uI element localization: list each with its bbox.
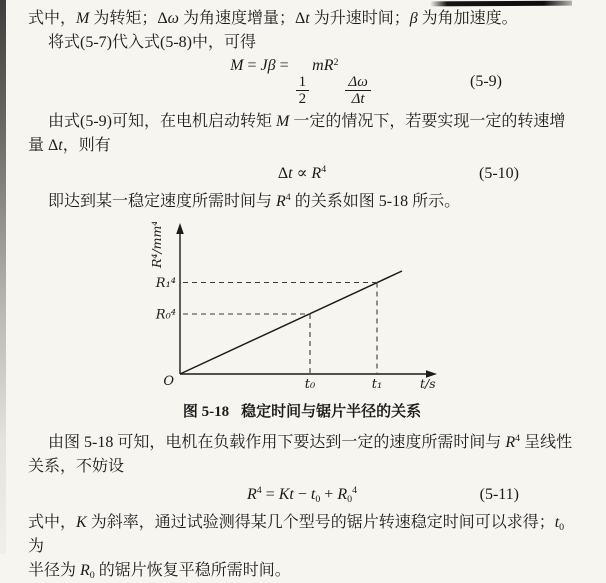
y-axis-label: R⁴/mm⁴ [149, 221, 164, 268]
paragraph-t0-definition: 半径为 $R_0$ 的锯片恢复平稳所需时间。 [28, 561, 291, 581]
paragraph-substitution: 将式(5-7)代入式(5-8)中，可得 [48, 34, 256, 51]
data-line [180, 271, 402, 374]
paragraph-from-figure-cont: 关系，不妨设 [28, 457, 125, 475]
y-tick-r0: R₀⁴ [155, 307, 176, 323]
paragraph-from-eq59: 由式(5-9)可知，在电机启动转矩 M 一定的情况下，若要实现一定的转速增 [48, 112, 566, 130]
scan-shadow-left [0, 0, 6, 554]
x-tick-t0: t₀ [304, 376, 316, 392]
paragraph-symbols-definition: 式中，M 为转矩；Δω 为角速度增量；Δt 为升速时间；β 为角加速度。 [28, 10, 518, 27]
origin-label: O [163, 373, 174, 389]
formula-5-9-body: M = Jβ = $\frac{1}{2}$ $mR^2$ $\frac{\Delta\omega}{\Delta t}$ [230, 57, 374, 108]
scan-artifact-top-bar [430, 1, 572, 7]
figure-chart [140, 222, 510, 394]
formula-5-9 [28, 57, 576, 108]
y-axis-arrow-icon [176, 223, 184, 234]
formula-5-11-tag: (5-11) [479, 485, 519, 503]
paragraph-refer-figure: 即达到某一稳定速度所需时间与 $R^4$ 的关系如图 5-18 所示。 [48, 192, 461, 210]
figure-caption [28, 401, 576, 423]
x-tick-t1: t₁ [371, 376, 383, 392]
figure-caption-title: 稳定时间与锯片半径的关系 [241, 403, 422, 420]
y-tick-r1: R₁⁴ [155, 275, 176, 291]
paragraph-from-eq59-cont: 量 Δt，则有 [28, 136, 111, 154]
paragraph-from-figure: 由图 5-18 可知，电机在负载作用下要达到一定的速度所需时间与 $R^4$ 呈线性 [48, 433, 573, 451]
formula-5-11 [28, 482, 576, 508]
formula-5-10-tag: (5-10) [479, 164, 519, 182]
figure-caption-number: 图 5-18 [182, 403, 230, 420]
formula-5-10-body: $\Delta t \propto R^4$ [277, 164, 327, 182]
formula-5-11-body: $R^4 = Kt - t_0 + R_0^4$ [246, 485, 358, 505]
figure-5-18 [140, 222, 576, 399]
paragraph-k-definition: 式中，K 为斜率，通过试验测得某几个型号的锯片转速稳定时间可以求得；$t_0$ 为 [28, 513, 565, 555]
x-axis-label: t/s [420, 375, 436, 391]
formula-5-10 [28, 161, 576, 187]
formula-5-9-tag: (5-9) [470, 73, 502, 91]
